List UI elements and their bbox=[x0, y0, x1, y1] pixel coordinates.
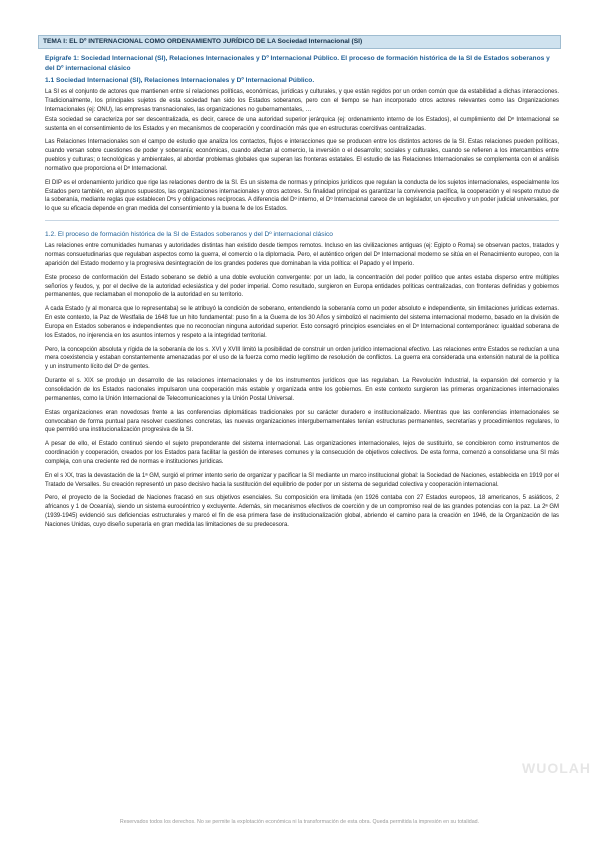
topic-title-bar: TEMA I: EL Dº INTERNACIONAL COMO ORDENAMIENTO JURÍDICO DE LA Sociedad Internacional (SI) bbox=[38, 35, 561, 49]
section-1-heading: 1.1 Sociedad Internacional (SI), Relaciones Internacionales y Dº Internacional Público. bbox=[45, 77, 315, 85]
document-content bbox=[45, 54, 559, 535]
section-2-paragraph: En el s XX, tras la devastación de la 1ª GM, surgió el primer intento serio de organizar y pacificar la SI mediante un marco institucional global: la Sociedad de Naciones, establecida en 1919 por el Tratado de Versalles. Su creación representó un paso decisivo hacia la sustitución del equilibrio de poder por un sistema de seguridad colectiva y cooperación internacional. bbox=[45, 472, 559, 488]
section-2-paragraph: Pero, la concepción absoluta y rígida de la soberanía de los s. XVI y XVIII limitó la posibilidad de construir un orden jurídico internacional efectivo. Las relaciones entre Estados se reducían a una mera coexistencia y estaban constantemente amenazadas por el uso de la fuerza como medio legítimo de resolución de conflictos. La guerra era considerada una extensión natural de la política y un instrumento lícito del Dº de gentes. bbox=[45, 346, 559, 371]
section-2-paragraph: Estas organizaciones eran novedosas frente a las conferencias diplomáticas tradicionales por su carácter duradero e institucionalizado. Mientras que las conferencias internacionales se convocaban de forma puntual para resolver cuestiones concretas, las nuevas organizaciones intergubernamentales tenían estructuras permanentes, secretarías y procedimientos regulares, lo que permitió una institucionalización progresiva de la SI. bbox=[45, 409, 559, 434]
section-1-paragraph: Esta sociedad se caracteriza por ser descentralizada, es decir, carece de una autoridad superior jerárquica (ej: ordenamiento interno de los Estados), el cumplimiento del Dº Internacional se sustenta en el consentimiento de los Estados y en mecanismos de cooperación y coordinación más que en estructuras coercitivas centralizadas. bbox=[45, 116, 559, 132]
copyright-footer: Reservados todos los derechos. No se permite la explotación económica ni la transformación de esta obra. Queda permitida la impresión en su totalidad. bbox=[119, 819, 480, 825]
section-1-paragraph: La SI es el conjunto de actores que mantienen entre sí relaciones políticas, económicas, jurídicas y culturales, y que están regidos por un orden común que da estabilidad a dichas interacciones. Tradicionalmente, los principales sujetos de esta sociedad han sido los Estados soberanos, pero con el tiempo se han incorporado otros actores relevantes como las Organizaciones Internacionales (ej: ONU), las empresas transnacionales, las organizaciones no gubernamentales, … bbox=[45, 89, 559, 113]
section-2-paragraph: A cada Estado (y al monarca que lo representaba) se le atribuyó la condición de soberano, entendiendo la soberanía como un poder absoluto e independiente, sin limitaciones jurídicas externas. En este contexto, la Paz de Westfalia de 1648 fue un hito fundamental: puso fin a la Guerra de los 30 Años y simbolizó el nacimiento del sistema internacional moderno, basado en la división de Europa en Estados soberanos e independientes que no reconocían ninguna autoridad superior. Esto consagró principios esenciales en el Dº Internacional contemporáneo: igualdad soberana de los Estados, no injerencia en los asuntos internos y respeto a la integridad territorial. bbox=[45, 306, 559, 339]
section-1-paragraph: Las Relaciones Internacionales son el campo de estudio que analiza los contactos, flujos e interacciones que se producen entre los distintos actores de la SI. Estas relaciones pueden políticas, cuando versan sobre cuestiones de poder y soberanía; económicas, cuando afectan al comercio, la inversión o el desarrollo; sociales y culturales, cuando se refieren a los intercambios entre pueblos y culturas; o tecnológicas y ambientales, al abordar problemas globales que superan las fronteras estatales. El estudio de las Relaciones Internacionales se complementa con el análisis normativo que proporciona el Dº Internacional. bbox=[45, 139, 559, 172]
section-2-paragraph: Pero, el proyecto de la Sociedad de Naciones fracasó en sus objetivos esenciales. Su composición era limitada (en 1926 contaba con 27 Estados europeos, 18 americanos, 5 asiáticos, 2 africanos y 1 de Oceanía), siendo un sistema eurocéntrico y excluyente. Además, sin mecanismos efectivos de coerción y de un compromiso real de las grandes potencias con la paz. La 2ª GM (1939-1945) evidenció sus deficiencias estructurales y marcó el fin de esa primera fase de institucionalización global, abriendo el camino para la creación en 1946, de la Organización de las Naciones Unidas, cuyo diseño superaría en gran medida las limitaciones de su predecesora. bbox=[45, 495, 559, 528]
section-2-heading: 1.2. El proceso de formación histórica de la SI de Estados soberanos y del Dº internacional clásico bbox=[45, 231, 333, 239]
section-2-paragraph: A pesar de ello, el Estado continuó siendo el sujeto preponderante del sistema internacional. Las organizaciones internacionales, lejos de sustituirlo, se concibieron como instrumentos de coordinación y cooperación, creados por los Estados para facilitar la gestión de intereses comunes y la consecución de objetivos colectivos. De esta forma, comenzó a consolidarse una SI más compleja, con una creciente red de normas e instituciones jurídicas. bbox=[45, 441, 559, 465]
section-2-paragraph: Este proceso de conformación del Estado soberano se debió a una doble evolución convergente: por un lado, la concentración del poder político que antes estaba disperso entre múltiples señoríos y feudos, y, por el declive de la autoridad eclesiástica y del poder imperial. Como resultado, surgieron en Europa entidades políticas centralizadas, con fronteras definidas y gobiernos permanentes, que reclamaban el monopolio de la autoridad en su territorio. bbox=[45, 274, 559, 299]
section-2-paragraph: Las relaciones entre comunidades humanas y autoridades distintas han existido desde tiempos remotos. Incluso en las civilizaciones antiguas (ej: Egipto o Roma) se observan pactos, tratados y normas consuetudinarias que regulaban aspectos como la guerra, el comercio o la diplomacia. Pero, el auténtico origen del Dº Internacional moderno se sitúa en el Renacimiento europeo, con la aparición del Estado moderno y la progresiva desintegración de los grandes poderes que dominaban la vida política: el Papado y el Imperio. bbox=[45, 243, 559, 267]
section-divider bbox=[45, 220, 559, 221]
section-2-paragraph: Durante el s. XIX se produjo un desarrollo de las relaciones internacionales y de los instrumentos jurídicos que las regulaban. La Revolución Industrial, la expansión del comercio y la consolidación de los Estados nacionales impulsaron una cooperación más estable y organizada entre los gobiernos. En este contexto surgieron las primeras organizaciones internacionales permanentes, como la Unión Internacional de Telecomunicaciones y la Unión Postal Universal. bbox=[45, 378, 559, 402]
epigraph-heading: Epígrafe 1: Sociedad Internacional (SI), Relaciones Internacionales y Dº Internacional Público. El proceso de formación histórica de la SI de Estados soberanos y del Dº internacional clásico bbox=[45, 55, 550, 72]
section-1-paragraph: El DIP es el ordenamiento jurídico que rige las relaciones dentro de la SI. Es un sistema de normas y principios jurídicos que regulan la conducta de los sujetos internacionales, especialmente los Estados pero también, en algunos supuestos, las organizaciones internacionales y otros actores. Su finalidad principal es garantizar la convivencia pacífica, la cooperación y el respeto mutuo de la soberanía, mediante reglas que establecen Dºs y obligaciones recíprocas. A diferencia del Dº interno, el Dº Internacional carece de un legislador, un ejecutivo y un poder judicial universales, por lo que su eficacia depende en gran medida del consentimiento y la buena fe de los Estados. bbox=[45, 179, 559, 213]
watermark-logo: WUOLAH bbox=[522, 760, 591, 776]
